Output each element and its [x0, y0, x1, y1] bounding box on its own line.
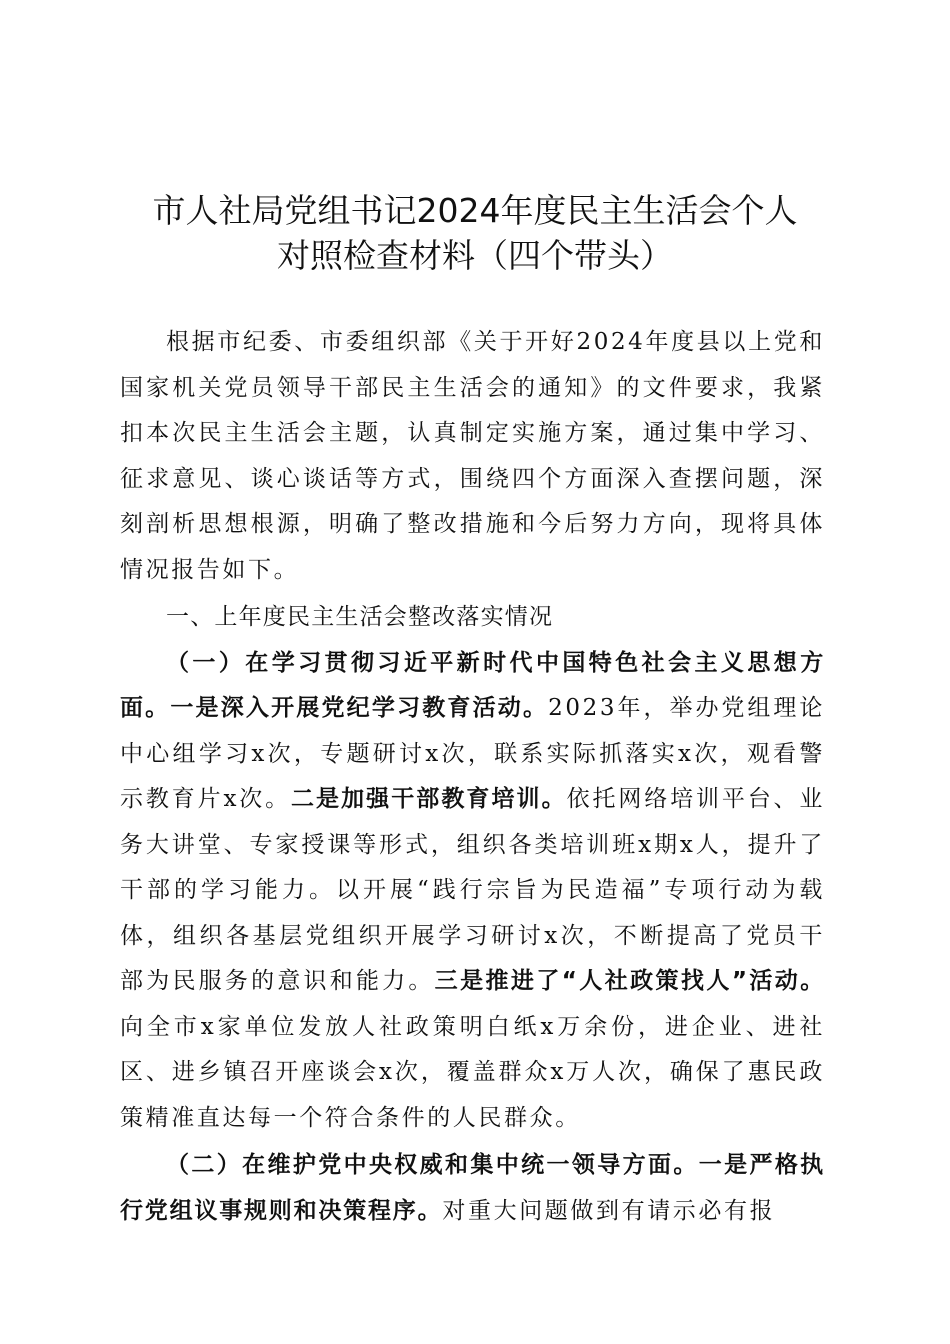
subsection-2-paragraph	[120, 1143, 825, 1234]
subsection-1-text-3: 向全市x家单位发放人社政策明白纸x万余份，进企业、进社区、进乡镇召开座谈会x次，覆盖群众x万人次，确保了惠民政策精准直达每一个符合条件的人民群众。	[120, 1013, 825, 1131]
subsection-1-paragraph	[120, 641, 825, 1142]
subsection-2-lead: （二）在维护党中央权威和集中统一领导方面。一是严格执行党组议事规则和决策程序。	[120, 1152, 825, 1224]
intro-paragraph: 根据市纪委、市委组织部《关于开好2024年度县以上党和国家机关党员领导干部民主生活会的通知》的文件要求，我紧扣本次民主生活会主题，认真制定实施方案，通过集中学习、征求意见、谈心谈话等方式，围绕四个方面深入查摆问题，深刻剖析思想根源，明确了整改措施和今后努力方向，现将具体情况报告如下。	[120, 329, 825, 583]
subsection-1-text-1: 2023年，举办党组理论中心组学习x次，专题研讨x次，联系实际抓落实x次，观看警示教育片x次。	[120, 695, 825, 812]
title-line-2: 对照检查材料（四个带头）	[277, 236, 673, 275]
subsection-2-text-1: 对重大问题做到有请示必有报	[442, 1197, 776, 1224]
subsection-1-text-2: 依托网络培训平台、业务大讲堂、专家授课等形式，组织各类培训班x期x人，提升了干部的学习能力。以开展“践行宗旨为民造福”专项行动为载体，组织各基层党组织开展学习研讨x次，不断提高了党员干部为民服务的意识和能力。	[120, 786, 826, 994]
section-heading: 一、上年度民主生活会整改落实情况	[166, 604, 554, 630]
subsection-1-point-2: 二是加强干部教育培训。	[291, 786, 567, 812]
document-body	[120, 320, 825, 1234]
document-title	[100, 188, 850, 278]
title-line-1: 市人社局党组书记2024年度民主生活会个人	[152, 191, 798, 230]
subsection-1-lead: （一）在学习贯彻习近平新时代中国特色社会主义思想方面。一是深入开展党纪学习教育活动。	[120, 649, 825, 721]
subsection-1-point-3: 三是推进了“人社政策找人”活动。	[434, 968, 825, 994]
